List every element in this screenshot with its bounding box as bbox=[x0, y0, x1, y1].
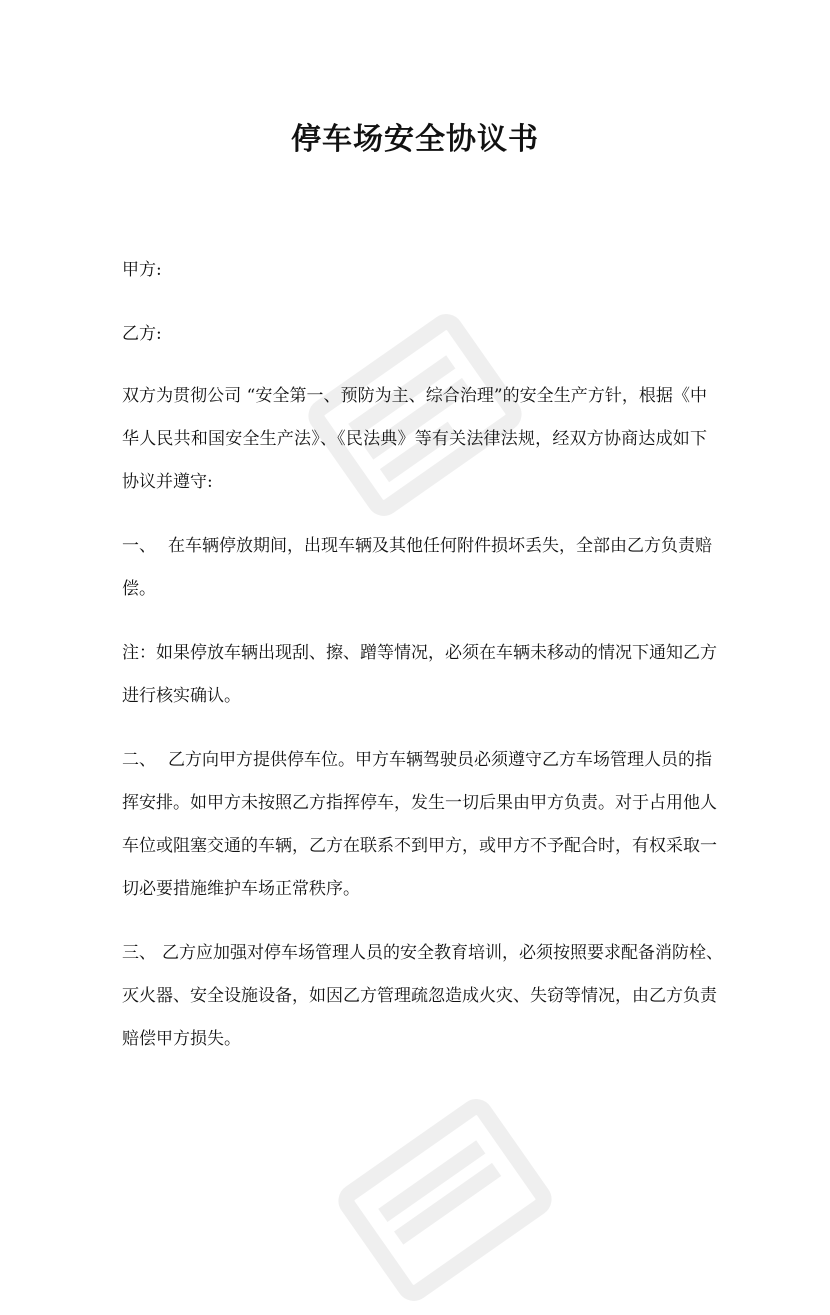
intro-line: 华人民共和国安全生产法》、《民法典》等有关法律法规，经双方协商达成如下 bbox=[122, 429, 707, 449]
clause-3-line: 灭火器、安全设施设备，如因乙方管理疏忽造成火灾、失窃等情况，由乙方负责 bbox=[122, 986, 717, 1006]
clause-2-marker: 二、 bbox=[122, 750, 156, 770]
party-b-label: 乙方: bbox=[122, 324, 162, 344]
clause-2-line: 挥安排。如甲方未按照乙方指挥停车，发生一切后果由甲方负责。对于占用他人 bbox=[122, 793, 717, 813]
intro-line: 协议并遵守: bbox=[122, 472, 213, 492]
clause-1-line bbox=[122, 534, 712, 558]
watermark-logo-icon bbox=[300, 300, 530, 530]
clause-1-text: 在车辆停放期间，出现车辆及其他任何附件损坏丢失，全部由乙方负责赔 bbox=[168, 536, 712, 556]
clause-1-line: 偿。 bbox=[122, 579, 156, 599]
clause-2-line: 车位或阻塞交通的车辆，乙方在联系不到甲方，或甲方不予配合时，有权采取一 bbox=[122, 836, 717, 856]
note-line: 注：如果停放车辆出现刮、擦、蹭等情况，必须在车辆未移动的情况下通知乙方 bbox=[122, 643, 717, 663]
clause-3-text: 乙方应加强对停车场管理人员的安全教育培训，必须按照要求配备消防栓、 bbox=[162, 943, 723, 963]
clause-3-line: 赔偿甲方损失。 bbox=[122, 1029, 241, 1049]
clause-2-line bbox=[122, 748, 712, 772]
note-line: 进行核实确认。 bbox=[122, 686, 241, 706]
clause-3-line bbox=[122, 941, 723, 965]
watermark-logo-icon bbox=[330, 1085, 560, 1315]
party-a-label: 甲方: bbox=[122, 260, 162, 280]
clause-3-marker: 三、 bbox=[122, 943, 156, 963]
document-title: 停车场安全协议书 bbox=[291, 122, 539, 157]
clause-1-marker: 一、 bbox=[122, 536, 156, 556]
clause-2-text: 乙方向甲方提供停车位。甲方车辆驾驶员必须遵守乙方车场管理人员的指 bbox=[168, 750, 712, 770]
clause-2-line: 切必要措施维护车场正常秩序。 bbox=[122, 879, 360, 899]
intro-line: 双方为贯彻公司 “安全第一、预防为主、综合治理”的安全生产方针，根据《中 bbox=[122, 386, 707, 406]
